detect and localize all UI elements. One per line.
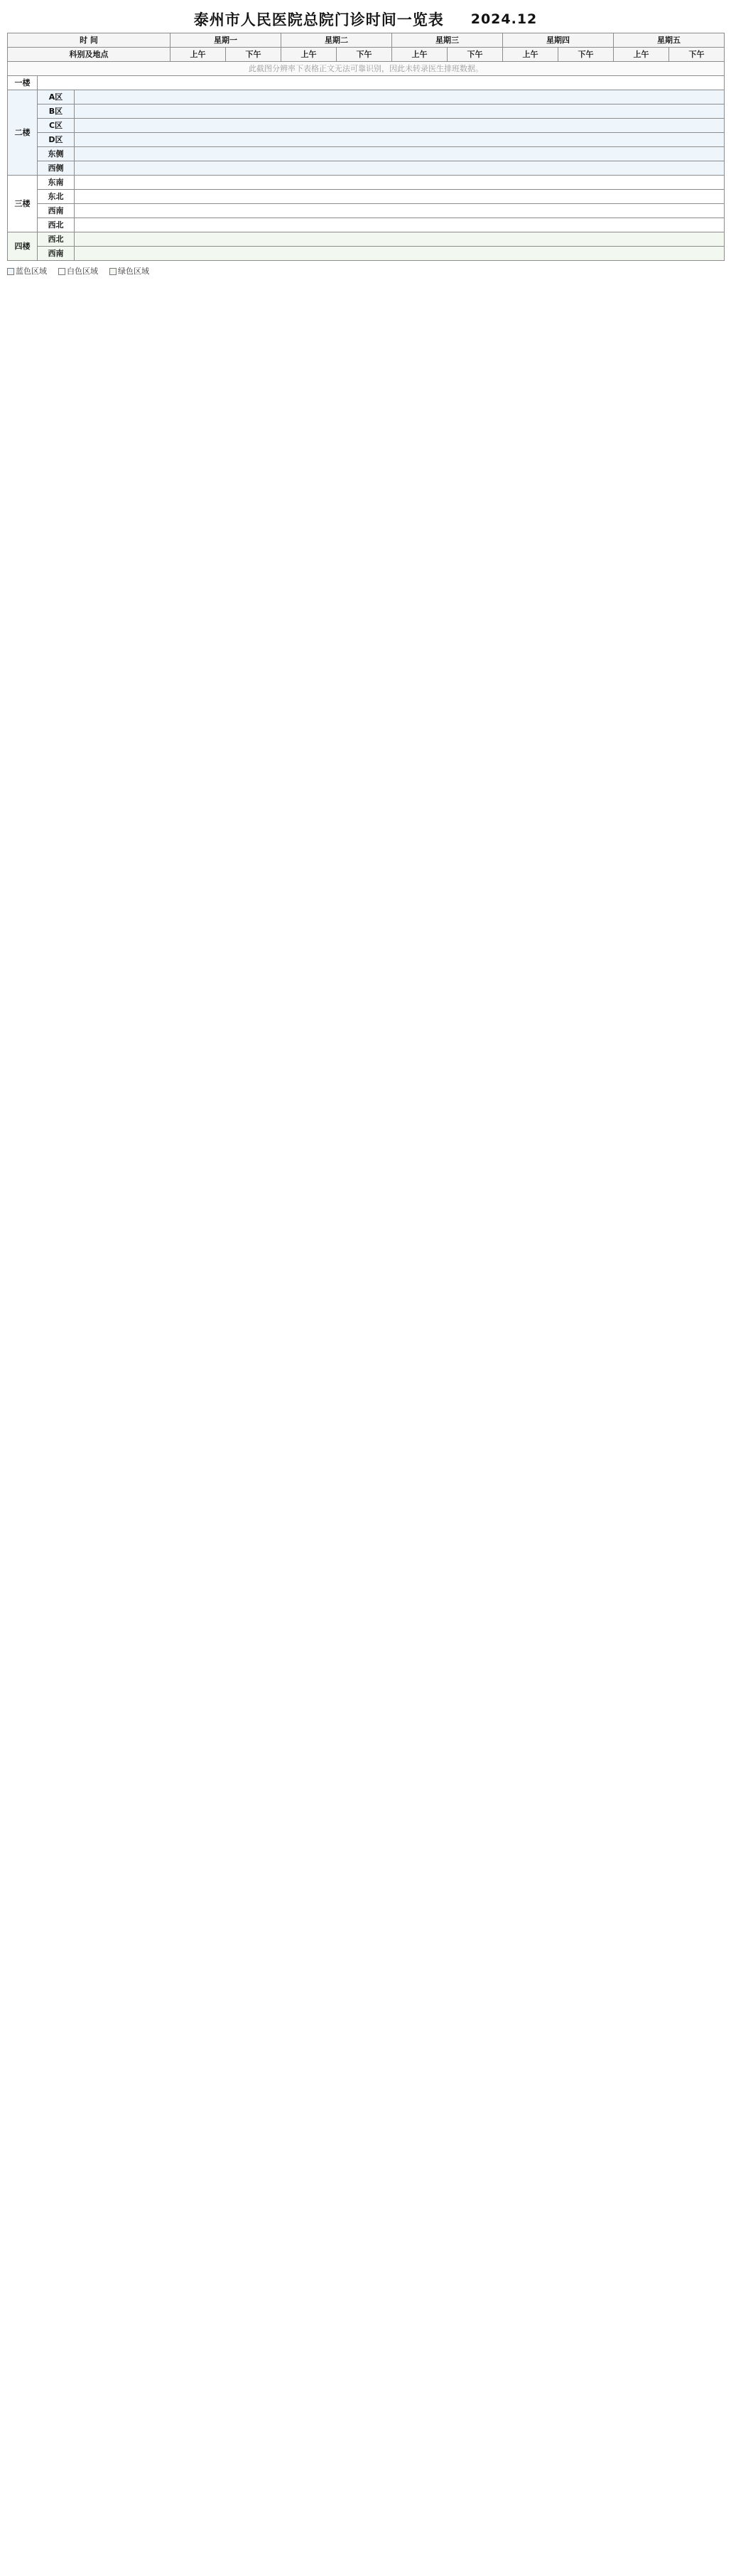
title-text: 泰州市人民医院总院门诊时间一览表 [193,11,444,28]
day-header-tue: 星期二 [281,33,392,48]
body-notice-row [8,62,725,76]
period-pm-mon: 下午 [226,48,281,62]
subarea-row [8,147,725,161]
zone-row [8,76,725,90]
subarea-b-placeholder [75,104,725,119]
subarea-ne: 东北 [38,190,75,204]
period-pm-wed: 下午 [448,48,503,62]
dept-label-cell: 科别及地点 [8,48,170,62]
legend-white: 白色区域 [58,265,98,277]
schedule-table [7,33,725,261]
body-notice: 此截图分辨率下表格正文无法可靠识别，因此未转录医生排班数据。 [8,62,725,76]
subarea-nw-placeholder [75,218,725,232]
subarea-a: A区 [38,90,75,104]
zone-row [8,90,725,104]
subarea-east-placeholder [75,147,725,161]
legend [7,265,724,277]
period-pm-tue: 下午 [337,48,392,62]
subarea-d-placeholder [75,133,725,147]
subarea-se: 东南 [38,176,75,190]
header-row-periods [8,48,725,62]
page-title [7,6,724,33]
period-am-fri: 上午 [614,48,669,62]
period-am-thu: 上午 [503,48,558,62]
subarea-west: 西侧 [38,161,75,176]
subarea-se-placeholder [75,176,725,190]
period-am-mon: 上午 [170,48,226,62]
subarea-nw: 西北 [38,218,75,232]
header-row-days [8,33,725,48]
day-header-fri: 星期五 [614,33,725,48]
subarea-row [8,204,725,218]
subarea-row [8,190,725,204]
day-header-wed: 星期三 [392,33,503,48]
zone-1f: 一楼 [8,76,38,90]
zone-row [8,176,725,190]
subarea-4f-nw-placeholder [75,232,725,247]
subarea-east: 东侧 [38,147,75,161]
subarea-west-placeholder [75,161,725,176]
subarea-c: C区 [38,119,75,133]
subarea-row [8,119,725,133]
subarea-4f-sw-placeholder [75,247,725,261]
subarea-ne-placeholder [75,190,725,204]
day-header-thu: 星期四 [503,33,614,48]
period-am-wed: 上午 [392,48,448,62]
title-month: 2024.12 [470,11,538,27]
zone-row [8,232,725,247]
table-body [8,62,725,261]
subarea-a-placeholder [75,90,725,104]
day-header-mon: 星期一 [170,33,281,48]
subarea-4f-sw: 西南 [38,247,75,261]
subarea-b: B区 [38,104,75,119]
zone-1f-placeholder [38,76,725,90]
zone-4f: 四楼 [8,232,38,261]
legend-green: 绿色区域 [109,265,149,277]
period-pm-thu: 下午 [558,48,614,62]
subarea-row [8,161,725,176]
subarea-row [8,104,725,119]
zone-3f: 三楼 [8,176,38,232]
subarea-row [8,247,725,261]
legend-blue: 蓝色区域 [7,265,47,277]
period-pm-fri: 下午 [669,48,725,62]
subarea-sw-placeholder [75,204,725,218]
period-am-tue: 上午 [281,48,337,62]
subarea-4f-nw: 西北 [38,232,75,247]
time-label-cell: 时 间 [8,33,170,48]
zone-2f: 二楼 [8,90,38,176]
subarea-d: D区 [38,133,75,147]
table-header [8,33,725,62]
subarea-row [8,218,725,232]
subarea-c-placeholder [75,119,725,133]
subarea-sw: 西南 [38,204,75,218]
subarea-row [8,133,725,147]
